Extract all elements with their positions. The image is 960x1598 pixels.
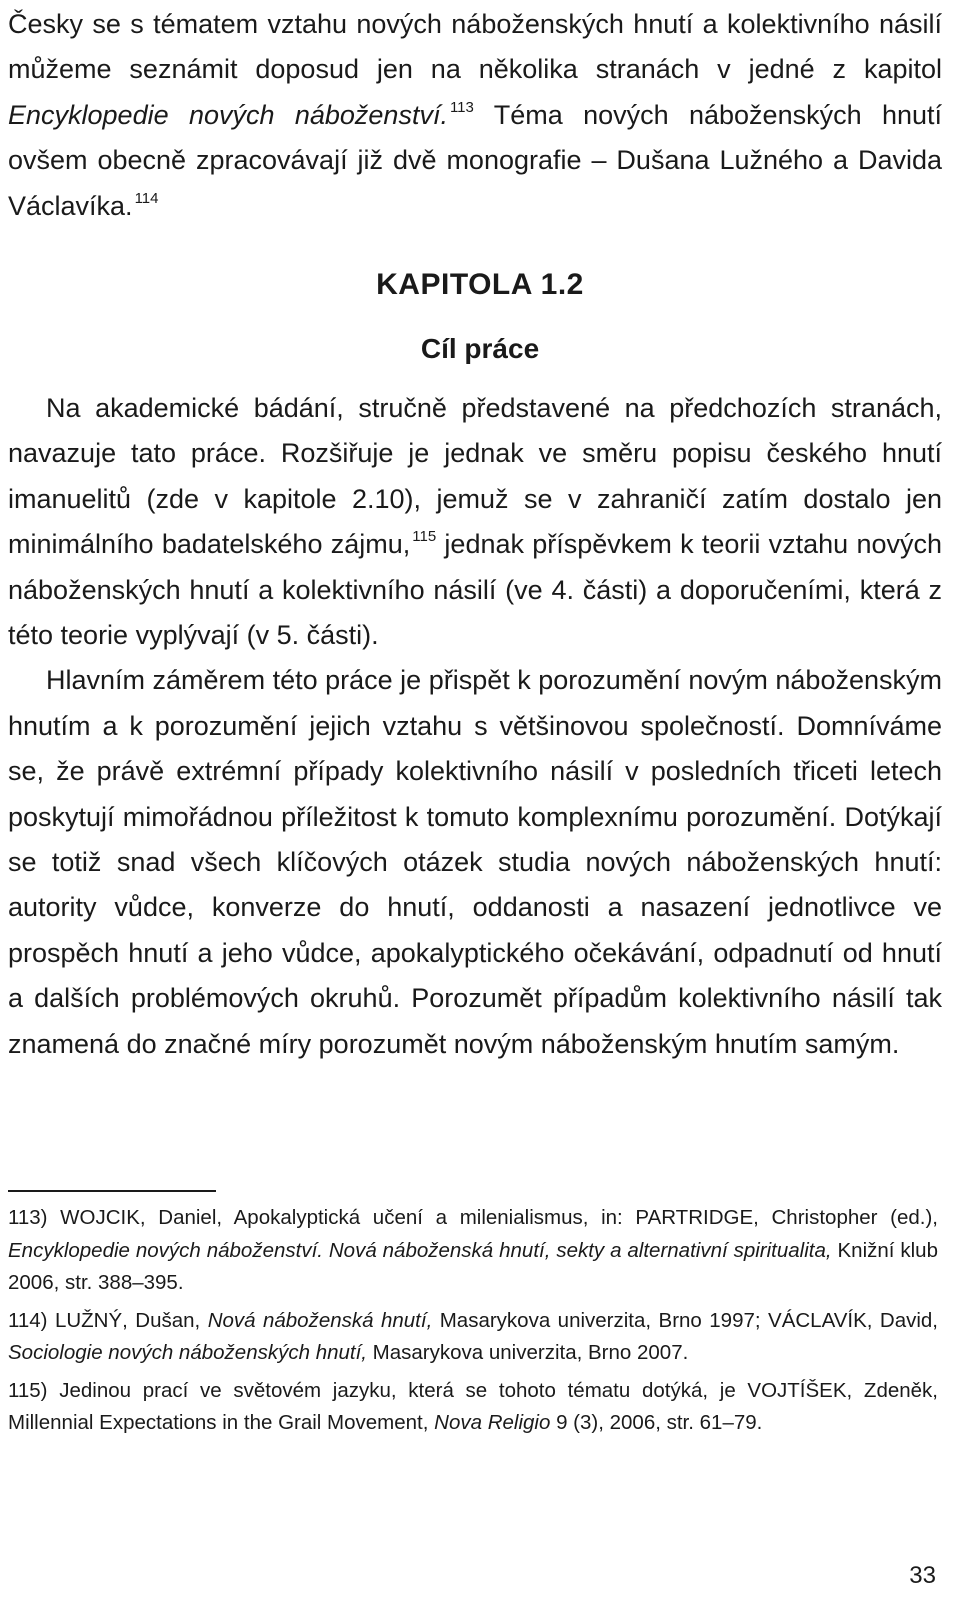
paragraph-1: [8, 386, 942, 658]
footnote-divider: [8, 1190, 216, 1192]
footnotes: [8, 1202, 938, 1445]
footnote-115-text-b: 9 (3), 2006, str. 61–79.: [550, 1411, 763, 1434]
page-number: 33: [909, 1562, 936, 1589]
footnote-115-italic: Nova Religio: [434, 1411, 551, 1434]
chapter-label: KAPITOLA 1.2: [376, 268, 584, 301]
footnote-ref-115: 115: [412, 528, 437, 546]
paragraph-2: Hlavním záměrem této práce je přispět k porozumění novým náboženským hnutím a k porozumění jejich vztahu s většinovou společností. Domníváme se, že právě extrémní případy kolektivního násilí v posledních třiceti letech poskytují mimořádnou příležitost k tomuto komplexnímu porozumění. Dotýkají se totiž snad všech klíčových otázek studia nových náboženských hnutí: autority vůdce, konverze do hnutí, oddanosti a nasazení jednotlivce ve prospěch hnutí a jeho vůdce, apokalyptického očekávání, odpadnutí od hnutí a dalších problémových okruhů. Porozumět případům kolektivního násilí tak znamená do značné míry porozumět novým náboženským hnutím samým.: [8, 665, 942, 1059]
footnote-114-text-c: Masarykova univerzita, Brno 2007.: [366, 1341, 689, 1364]
paragraph-1-text-b: jednak příspěvkem k teorii vztahu nových náboženských hnutí a kolektivního násilí (ve 4. části) a doporučeními, která z této teorie vyplývají (v 5. části).: [8, 529, 942, 651]
footnote-114-text-b: Masarykova univerzita, Brno 1997; VÁCLAVÍK, David,: [432, 1308, 939, 1332]
intro-text-1: Česky se s tématem vztahu nových náboženských hnutí a kolektivního násilí můžeme seznámit doposud jen na několika stranách v jedné z kapitol: [8, 9, 942, 85]
intro-paragraph: [8, 2, 942, 229]
footnote-114-italic-2: Sociologie nových náboženských hnutí,: [8, 1341, 367, 1364]
footnote-114-italic-1: Nová náboženská hnutí,: [207, 1308, 433, 1332]
footnote-114-text-a: 114) LUŽNÝ, Dušan,: [8, 1308, 208, 1332]
footnote-ref-113: 113: [449, 98, 474, 116]
intro-text-2: Téma nových náboženských hnutí ovšem obecně zpracovávají již dvě monografie – Dušana Lužného a Davida Václavíka.: [8, 99, 942, 221]
footnote-113-italic: Encyklopedie nových náboženství. Nová náboženská hnutí, sekty a alternativní spiritualita,: [8, 1238, 832, 1262]
intro-italic-title: Encyklopedie nových náboženství.: [8, 99, 448, 130]
main-text: [8, 386, 942, 1067]
footnote-113: [8, 1202, 938, 1300]
footnote-113-text-b: Knižní klub 2006, str. 388–395.: [8, 1238, 938, 1294]
footnote-113-text-a: 113) WOJCIK, Daniel, Apokalyptická učení a milenialismus, in: PARTRIDGE, Christopher (ed.),: [8, 1206, 938, 1229]
footnote-115: [8, 1375, 938, 1440]
paragraph-1-text-a: Na akademické bádání, stručně představené na předchozích stranách, navazuje tato práce. Rozšiřuje je jednak ve směru popisu českého hnutí imanuelitů (zde v kapitole 2.10), jemuž se v zahraničí zatím dostalo jen minimálního badatelského zájmu,: [8, 393, 942, 560]
footnote-ref-114: 114: [134, 189, 159, 207]
footnote-114: [8, 1305, 938, 1370]
chapter-title: Cíl práce: [420, 333, 540, 364]
footnote-115-text-a: 115) Jedinou prací ve světovém jazyku, která se tohoto tématu dotýká, je VOJTÍŠEK, Zdeněk, Millennial Expectations in the Grail Movement,: [8, 1378, 938, 1434]
